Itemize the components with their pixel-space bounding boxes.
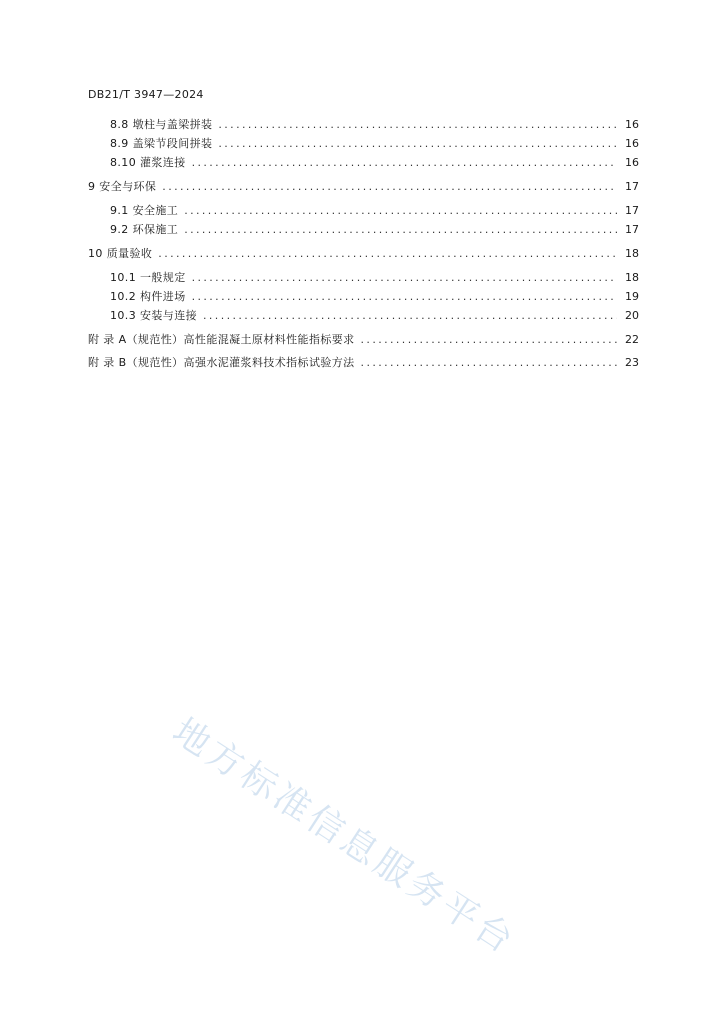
toc-leader-dots (218, 117, 617, 133)
toc-entry-label: 9 安全与环保 (88, 180, 157, 193)
toc-entry-page: 16 (625, 156, 639, 169)
toc-entry-page: 23 (625, 356, 639, 369)
toc-leader-dots (162, 179, 617, 195)
toc-entry-page: 22 (625, 333, 639, 346)
toc-entry[interactable] (88, 355, 639, 371)
toc-leader-dots (361, 332, 617, 348)
toc-entry-label: 8.9 盖梁节段间拼装 (110, 137, 213, 150)
toc-entry-page: 17 (625, 180, 639, 193)
toc-entry-label: 10 质量验收 (88, 247, 153, 260)
toc-leader-dots (192, 289, 617, 305)
toc-entry-label: 10.3 安装与连接 (110, 309, 197, 322)
toc-leader-dots (361, 355, 617, 371)
toc-entry[interactable] (88, 332, 639, 348)
toc-entry[interactable] (88, 246, 639, 262)
toc-leader-dots (203, 308, 617, 324)
document-id: DB21/T 3947—2024 (88, 88, 204, 101)
toc-entry[interactable] (88, 289, 639, 305)
toc-entry-label: 8.8 墩柱与盖梁拼装 (110, 118, 213, 131)
toc-entry[interactable] (88, 222, 639, 238)
toc-entry-label: 附 录 B（规范性）高强水泥灌浆料技术指标试验方法 (88, 356, 355, 369)
watermark: 地方标准信息服务平台 (165, 710, 524, 964)
toc-entry[interactable] (88, 136, 639, 152)
toc-entry-page: 16 (625, 118, 639, 131)
toc-entry-label: 8.10 灌浆连接 (110, 156, 186, 169)
toc-entry[interactable] (88, 155, 639, 171)
toc-entry-page: 16 (625, 137, 639, 150)
toc-leader-dots (184, 203, 617, 219)
toc-entry-page: 18 (625, 271, 639, 284)
toc-entry-page: 17 (625, 223, 639, 236)
toc-entry[interactable] (88, 117, 639, 133)
toc-entry-label: 9.2 环保施工 (110, 223, 179, 236)
toc-entry-label: 10.2 构件进场 (110, 290, 186, 303)
toc-entry-label: 附 录 A（规范性）高性能混凝土原材料性能指标要求 (88, 333, 355, 346)
toc-leader-dots (192, 155, 617, 171)
toc-entry-label: 9.1 安全施工 (110, 204, 179, 217)
toc-entry-page: 17 (625, 204, 639, 217)
toc-entry-page: 19 (625, 290, 639, 303)
toc-entry-page: 18 (625, 247, 639, 260)
toc-entry[interactable] (88, 179, 639, 195)
toc-leader-dots (218, 136, 617, 152)
toc-entry[interactable] (88, 308, 639, 324)
toc-entry-label: 10.1 一般规定 (110, 271, 186, 284)
toc-entry[interactable] (88, 203, 639, 219)
toc-entry[interactable] (88, 270, 639, 286)
toc-leader-dots (192, 270, 617, 286)
toc-leader-dots (158, 246, 617, 262)
toc-leader-dots (184, 222, 617, 238)
toc-entry-page: 20 (625, 309, 639, 322)
